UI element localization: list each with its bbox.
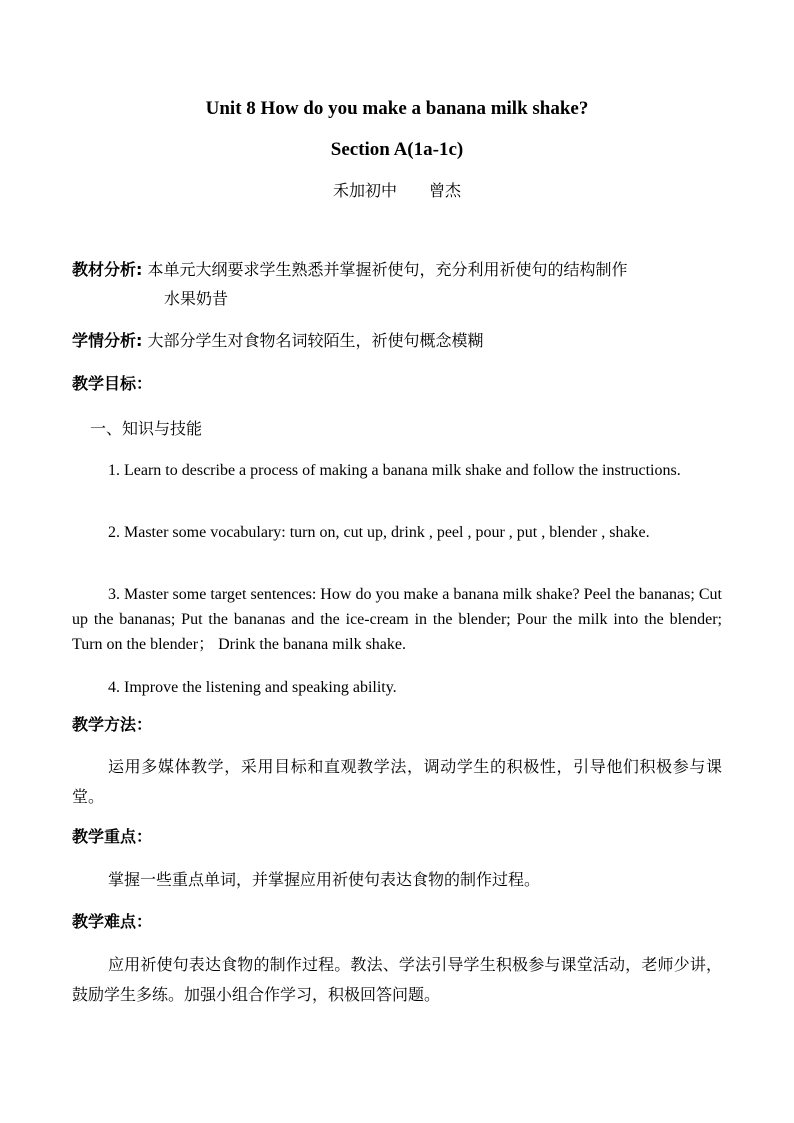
goals-label: 教学目标： <box>72 374 153 393</box>
method-label: 教学方法： <box>72 715 153 734</box>
goal-item-1: 1. Learn to describe a process of making a banana milk shake and follow the instructions. <box>108 462 681 479</box>
student-analysis <box>72 329 484 353</box>
student-analysis-text: 大部分学生对食物名词较陌生，祈使句概念模糊 <box>147 331 484 350</box>
goals-subheading: 一、知识与技能 <box>90 419 203 438</box>
difficult-points-label: 教学难点： <box>72 912 153 931</box>
material-analysis <box>72 258 628 282</box>
student-analysis-label: 学情分析: <box>72 331 143 350</box>
method-text: 运用多媒体教学，采用目标和直观教学法，调动学生的积极性，引导他们积极参与课堂。 <box>72 757 722 806</box>
page-title: Unit 8 How do you make a banana milk shake? <box>205 98 589 119</box>
author-line: 禾加初中 曾杰 <box>332 181 461 200</box>
goal-item-3: 3. Master some target sentences: How do you make a banana milk shake? Peel the bananas; Cut up the bananas; Put the bananas and the ice-cream in the blender; Pour the milk into the blender; Turn on the blender； Drink the banana milk shake. <box>72 586 722 653</box>
key-points-label: 教学重点： <box>72 827 153 846</box>
key-points-text: 掌握一些重点单词，并掌握应用祈使句表达食物的制作过程。 <box>108 870 541 889</box>
goal-item-2: 2. Master some vocabulary: turn on, cut up, drink , peel , pour , put , blender , shake. <box>108 524 650 541</box>
page-subtitle: Section A(1a-1c) <box>330 139 464 160</box>
material-analysis-text: 本单元大纲要求学生熟悉并掌握祈使句，充分利用祈使句的结构制作 <box>147 260 628 279</box>
material-analysis-label: 教材分析: <box>72 260 143 279</box>
material-analysis-cont: 水果奶昔 <box>164 289 229 308</box>
goal-item-4: 4. Improve the listening and speaking ability. <box>108 679 397 696</box>
difficult-points-text: 应用祈使句表达食物的制作过程。教法、学法引导学生积极参与课堂活动，老师少讲，鼓励学生多练。加强小组合作学习，积极回答问题。 <box>72 955 722 1004</box>
